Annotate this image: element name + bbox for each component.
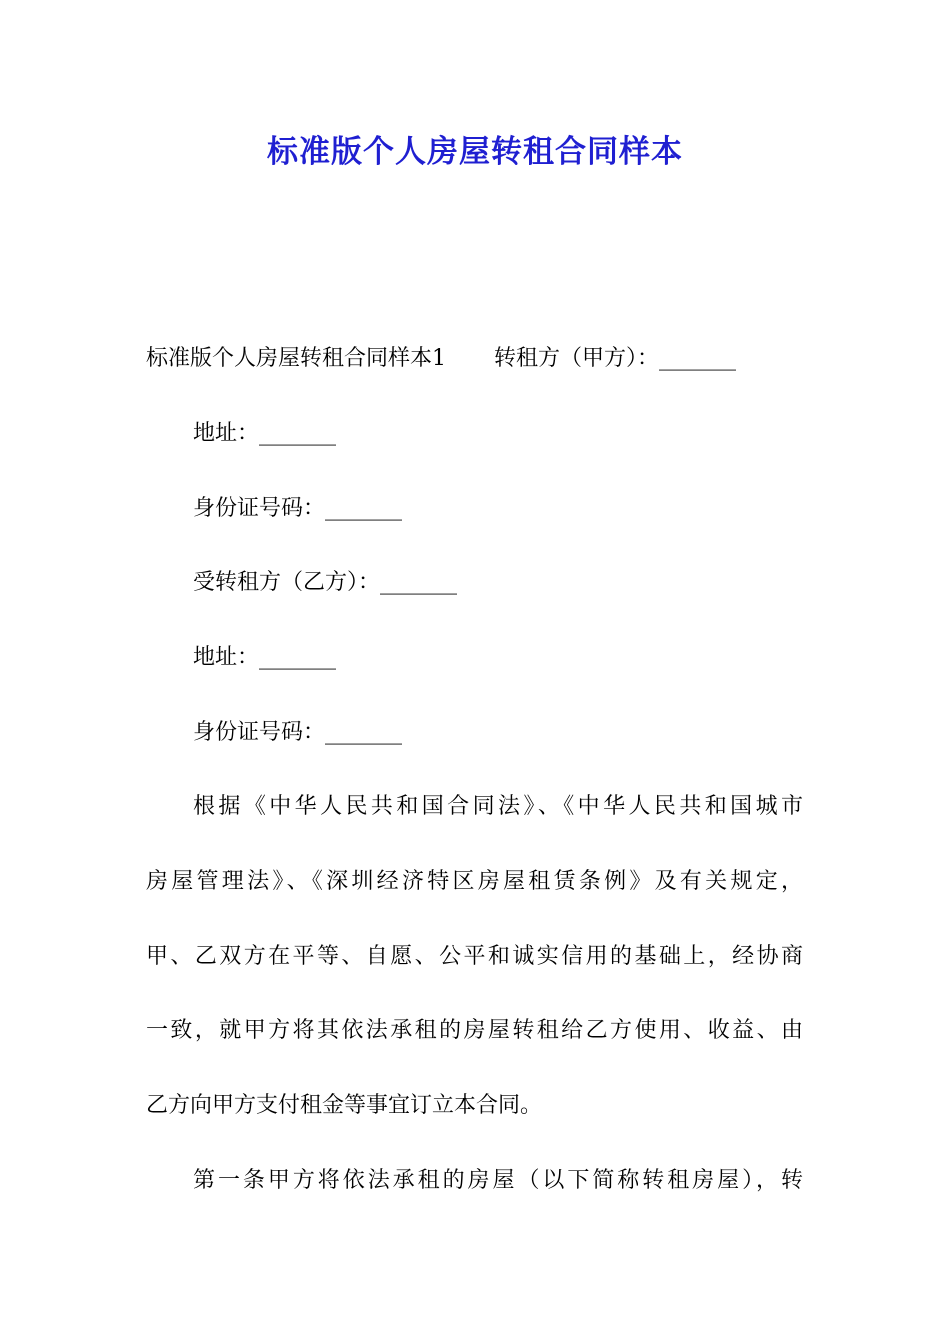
paragraph-line: 乙方向甲方支付租金等事宜订立本合同。 — [146, 1093, 543, 1118]
lessor-id-field: 身份证号码：_______ — [193, 496, 403, 521]
document-title: 标准版个人房屋转租合同样本 — [267, 134, 683, 170]
lessor-address-field: 地址：_______ — [193, 421, 337, 446]
lessee-address-field: 地址：_______ — [193, 645, 337, 670]
paragraph-line: 根据《中华人民共和国合同法》、《中华人民共和国城市 — [193, 794, 803, 819]
article-one-line: 第一条甲方将依法承租的房屋（以下简称转租房屋），转 — [193, 1168, 803, 1193]
paragraph-line: 一致，就甲方将其依法承租的房屋转租给乙方使用、收益、由 — [146, 1018, 803, 1043]
lessee-id-field: 身份证号码：_______ — [193, 720, 403, 745]
intro-line — [146, 344, 736, 374]
lessee-field: 受转租方（乙方）：_______ — [193, 570, 458, 595]
lessor-field: 转租方（甲方）：_______ — [494, 346, 737, 371]
paragraph-line: 房屋管理法》、《深圳经济特区房屋租赁条例》及有关规定， — [146, 869, 803, 894]
sample-heading: 标准版个人房屋转租合同样本1 — [146, 346, 446, 371]
paragraph-line: 甲、乙双方在平等、自愿、公平和诚实信用的基础上，经协商 — [146, 944, 803, 969]
